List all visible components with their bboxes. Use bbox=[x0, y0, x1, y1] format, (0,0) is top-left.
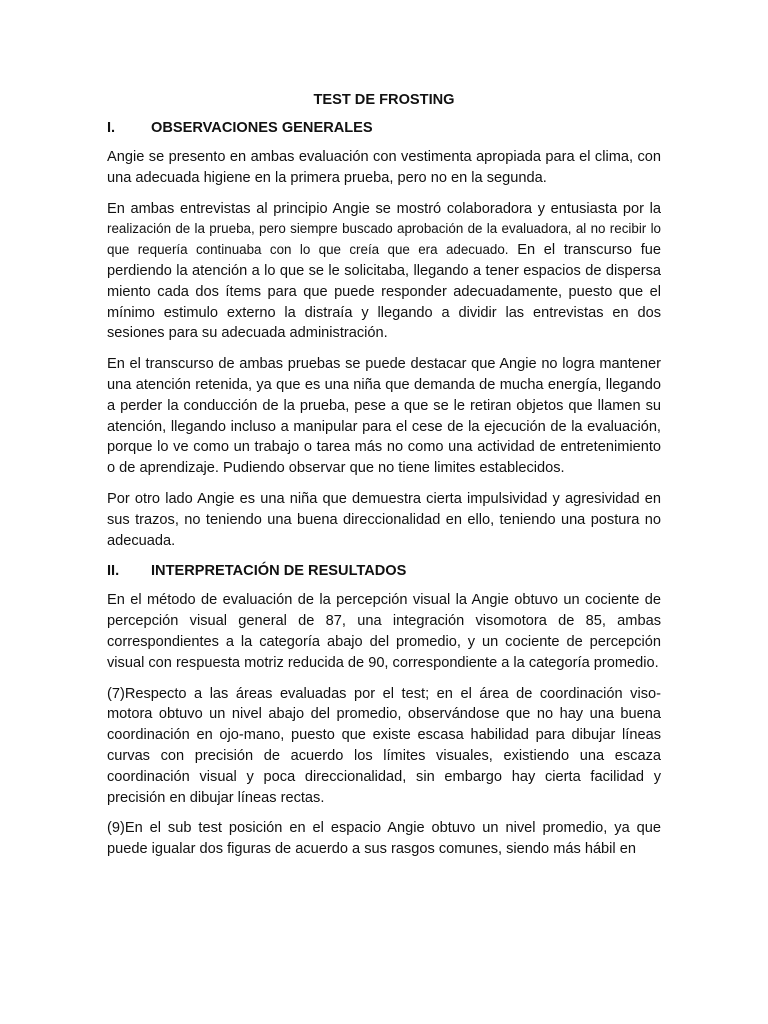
paragraph: Por otro lado Angie es una niña que demuestra cierta impulsividad y agresividad en sus trazos, no teniendo una buena direccionalidad en ello, teniendo una postura no adecuada. bbox=[107, 490, 661, 549]
section-title: OBSERVACIONES GENERALES bbox=[151, 120, 373, 136]
paragraph: (9)En el sub test posición en el espacio Angie obtuvo un nivel promedio, ya que puede igualar dos figuras de acuerdo a sus rasgos comunes, siendo más hábil en bbox=[107, 820, 661, 858]
paragraph: En el transcurso de ambas pruebas se puede destacar que Angie no logra mantener una atención retenida, ya que es una niña que demanda de mucha energía, llegando a perder la conducción de la prueba, pese a que se le retiran objetos que llamen su atención, llegando incluso a manipular para el cese de la ejecución de la evaluación, porque lo ve como un trabajo o tarea más no como una actividad de entretenimiento o de aprendizaje. Pudiendo observar que no tiene limites establecidos. bbox=[107, 356, 661, 477]
section-title: INTERPRETACIÓN DE RESULTADOS bbox=[151, 563, 407, 580]
section-heading-interpretacion bbox=[107, 561, 661, 581]
paragraph: (7)Respecto a las áreas evaluadas por el test; en el área de coordinación viso-motora obtuvo un nivel abajo del promedio, observándose que no hay una buena coordinación en ojo-mano, puesto que existe escasa habilidad para dibujar líneas curvas con precisión de acuerdo los límites visuales, existiendo una escaza coordinación visual y poca direccionalidad, sin embargo hay cierta facilidad y precisión en dibujar líneas rectas. bbox=[107, 685, 661, 806]
section-number: II. bbox=[107, 563, 120, 580]
section-number: I. bbox=[107, 120, 116, 136]
document-page bbox=[107, 90, 661, 870]
paragraph: En el método de evaluación de la percepción visual la Angie obtuvo un cociente de percepción visual general de 87, una integración visomotora de 85, ambas correspondientes a la categoría abajo del promedio, y un cociente de percepción visual con respuesta motriz reducida de 90, correspondiente a la categoría promedio. bbox=[107, 592, 661, 671]
paragraph bbox=[107, 199, 661, 345]
paragraph-lead: En ambas entrevistas al principio Angie se mostró colaboradora y entusiasta por la bbox=[107, 200, 661, 217]
paragraph: Angie se presento en ambas evaluación con vestimenta apropiada para el clima, con una adecuada higiene en la primera prueba, pero no en la segunda. bbox=[107, 149, 661, 186]
document-title: TEST DE FROSTING bbox=[313, 92, 455, 108]
section-heading-observaciones bbox=[107, 118, 661, 138]
paragraph-rest: En el transcurso fue perdiendo la atención a lo que se le solicitaba, llegando a tener espacios de dispersa miento cada dos ítems para que puede responder adecuadamente, puesto que el mínimo estimulo externo la distraía y llegando a dividir las entrevistas en dos sesiones para su adecuada administración. bbox=[107, 242, 661, 342]
paragraph-small-text: realización de la prueba, pero siempre buscado aprobación de la evaluadora, al no recibir lo que requería continuaba con lo que creía que era adecuado. bbox=[107, 221, 661, 258]
